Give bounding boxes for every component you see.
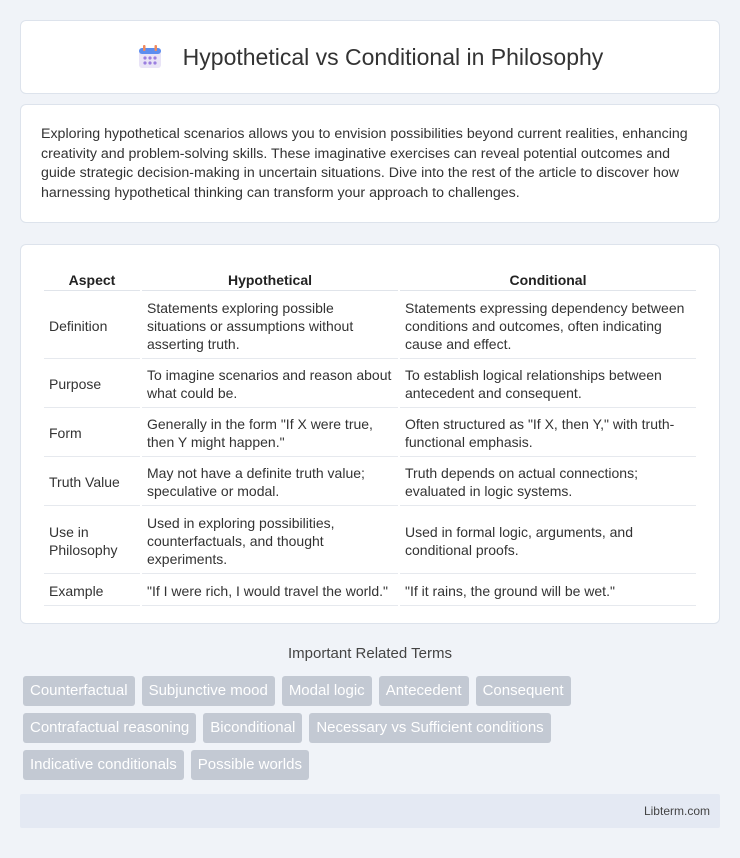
cell-hypothetical: Statements exploring possible situations or assumptions without asserting truth. — [142, 293, 398, 359]
cell-conditional: Used in formal logic, arguments, and conditional proofs. — [400, 508, 696, 574]
footer-site-link[interactable]: Libterm.com — [643, 804, 710, 818]
related-term-tag[interactable]: Necessary vs Sufficient conditions — [309, 713, 550, 743]
intro-card — [20, 104, 720, 223]
header-conditional: Conditional — [400, 269, 696, 291]
related-term-tag[interactable]: Possible worlds — [191, 750, 309, 780]
table-row — [44, 410, 696, 457]
related-term-tag[interactable]: Modal logic — [282, 676, 372, 706]
related-term-tag[interactable]: Counterfactual — [23, 676, 135, 706]
related-terms-list — [23, 676, 713, 787]
intro-text: Exploring hypothetical scenarios allows you to envision possibilities beyond current realities, enhancing creativity and problem-solving skills. These imaginative exercises can reveal potential outcomes and guide strategic decision-making in uncertain situations. Dive into the rest of the article to discover how harnessing hypothetical thinking can transform your approach to challenges. — [41, 126, 688, 201]
cell-hypothetical: May not have a definite truth value; speculative or modal. — [142, 459, 398, 506]
table-row — [44, 293, 696, 359]
comparison-table — [42, 267, 698, 608]
related-term-tag[interactable]: Subjunctive mood — [142, 676, 275, 706]
comparison-table-card — [20, 244, 720, 624]
cell-conditional: "If it rains, the ground will be wet." — [400, 576, 696, 606]
cell-aspect: Truth Value — [44, 459, 140, 506]
table-header-row — [44, 269, 696, 291]
cell-hypothetical: Generally in the form "If X were true, then Y might happen." — [142, 410, 398, 457]
header-aspect: Aspect — [44, 269, 140, 291]
related-term-tag[interactable]: Biconditional — [203, 713, 302, 743]
related-term-tag[interactable]: Consequent — [476, 676, 571, 706]
cell-aspect: Definition — [44, 293, 140, 359]
related-term-tag[interactable]: Indicative conditionals — [23, 750, 184, 780]
table-row — [44, 508, 696, 574]
table-row — [44, 576, 696, 606]
cell-conditional: Statements expressing dependency between conditions and outcomes, often indicating cause and effect. — [400, 293, 696, 359]
footer — [20, 794, 720, 828]
cell-conditional: Often structured as "If X, then Y," with truth-functional emphasis. — [400, 410, 696, 457]
cell-aspect: Use in Philosophy — [44, 508, 140, 574]
related-term-tag[interactable]: Contrafactual reasoning — [23, 713, 196, 743]
cell-conditional: Truth depends on actual connections; evaluated in logic systems. — [400, 459, 696, 506]
related-term-tag[interactable]: Antecedent — [379, 676, 469, 706]
table-row — [44, 459, 696, 506]
cell-aspect: Form — [44, 410, 140, 457]
cell-aspect: Example — [44, 576, 140, 606]
cell-hypothetical: Used in exploring possibilities, counterfactuals, and thought experiments. — [142, 508, 398, 574]
calendar-icon — [137, 44, 163, 70]
related-terms-title: Important Related Terms — [288, 645, 452, 662]
cell-conditional: To establish logical relationships between antecedent and consequent. — [400, 361, 696, 408]
header-hypothetical: Hypothetical — [142, 269, 398, 291]
page-title: Hypothetical vs Conditional in Philosophy — [182, 43, 604, 70]
cell-hypothetical: "If I were rich, I would travel the world." — [142, 576, 398, 606]
cell-aspect: Purpose — [44, 361, 140, 408]
header-card — [20, 20, 720, 94]
cell-hypothetical: To imagine scenarios and reason about what could be. — [142, 361, 398, 408]
table-row — [44, 361, 696, 408]
